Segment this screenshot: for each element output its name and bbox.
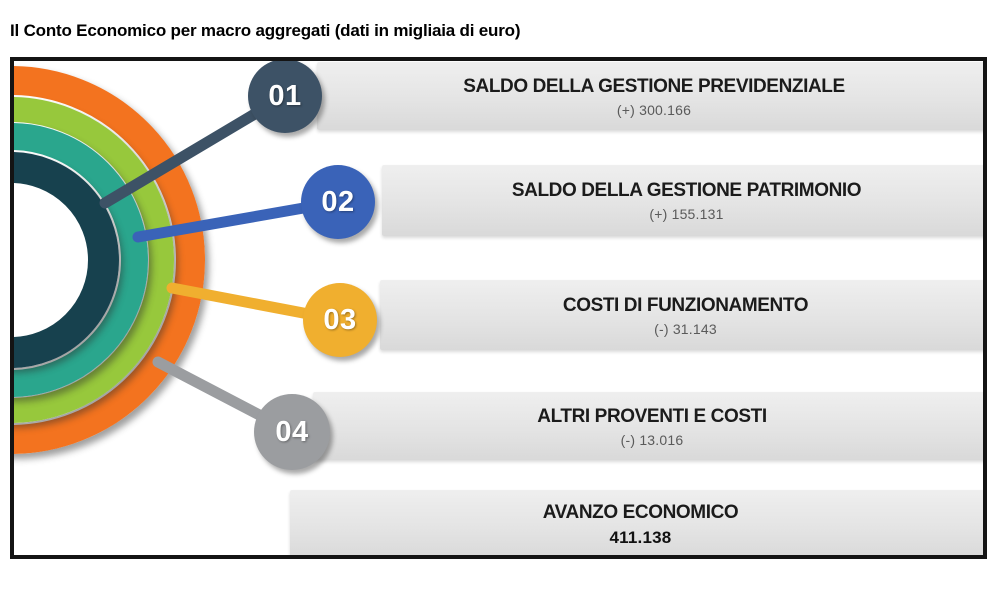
badge-03-number: 03 — [323, 303, 357, 336]
bar-total-value: 411.138 — [609, 528, 672, 547]
bar-value: (-) 13.016 — [620, 431, 684, 448]
bar-label: SALDO DELLA GESTIONE PREVIDENZIALE — [463, 75, 845, 97]
bar-label: COSTI DI FUNZIONAMENTO — [562, 294, 809, 316]
badge-02-number: 02 — [321, 185, 355, 218]
bar-value: (-) 31.143 — [654, 320, 717, 337]
connector-lines — [14, 61, 987, 559]
bar-label: AVANZO ECONOMICO — [542, 502, 739, 523]
badge-04-number: 04 — [275, 415, 309, 448]
bar-label: ALTRI PROVENTI E COSTI — [537, 405, 767, 427]
badge-03 — [303, 283, 377, 357]
badge-01 — [248, 59, 322, 133]
page-title: Il Conto Economico per macro aggregati (dati in migliaia di euro) — [10, 21, 521, 40]
bar-label: SALDO DELLA GESTIONE PATRIMONIO — [511, 180, 862, 201]
badge-02 — [301, 165, 375, 239]
bar-value: (+) 155.131 — [649, 206, 724, 222]
badge-01-number: 01 — [268, 79, 302, 112]
badge-04 — [254, 394, 330, 470]
bar-value: (+) 300.166 — [616, 101, 692, 118]
diagram-box — [10, 57, 987, 559]
